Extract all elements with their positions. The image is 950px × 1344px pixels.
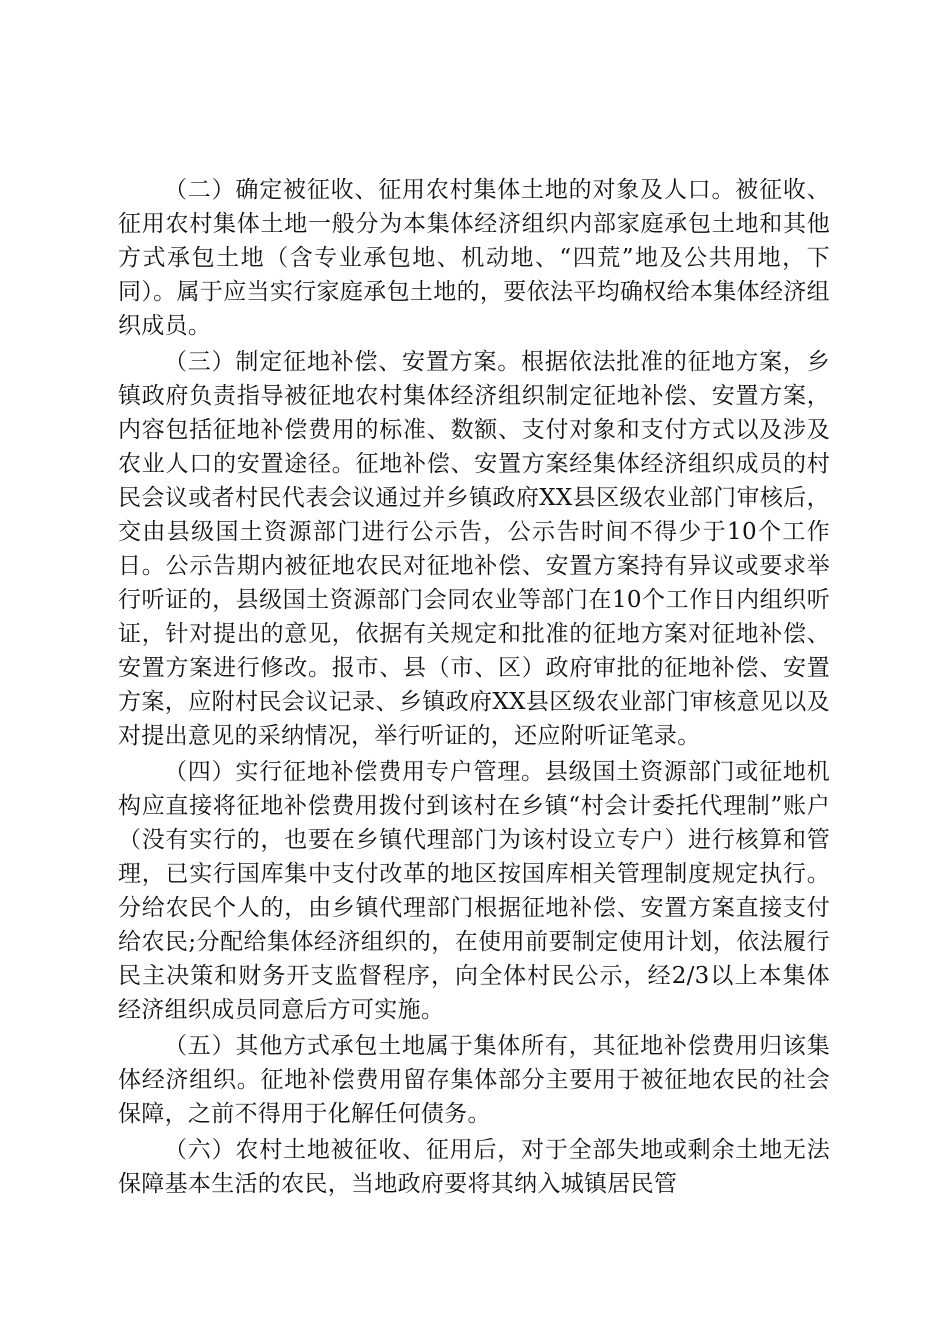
paragraph-3: （三）制定征地补偿、安置方案。根据依法批准的征地方案，乡镇政府负责指导被征地农村集体经济组织制定征地补偿、安置方案，内容包括征地补偿费用的标准、数额、支付对象和支付方式以及涉及农业人口的安置途径。征地补偿、安置方案经集体经济组织成员的村民会议或者村民代表会议通过并乡镇政府XX县区级农业部门审核后，交由县级国土资源部门进行公示告，公示告时间不得少于10个工作日。公示告期内被征地农民对征地补偿、安置方案持有异议或要求举行听证的，县级国土资源部门会同农业等部门在10个工作日内组织听证，针对提出的意见，依据有关规定和批准的征地方案对征地补偿、安置方案进行修改。报市、县（市、区）政府审批的征地补偿、安置方案，应附村民会议记录、乡镇政府XX县区级农业部门审核意见以及对提出意见的采纳情况，举行听证的，还应附听证笔录。 bbox=[118, 349, 830, 749]
paragraph-2: （二）确定被征收、征用农村集体土地的对象及人口。被征收、征用农村集体土地一般分为本集体经济组织内部家庭承包土地和其他方式承包土地（含专业承包地、机动地、“四荒”地及公共用地，下同）。属于应当实行家庭承包土地的，要依法平均确权给本集体经济组织成员。 bbox=[118, 177, 830, 339]
paragraph-4: （四）实行征地补偿费用专户管理。县级国土资源部门或征地机构应直接将征地补偿费用拨付到该村在乡镇“村会计委托代理制”账户（没有实行的，也要在乡镇代理部门为该村设立专户）进行核算和管理，已实行国库集中支付改革的地区按国库相关管理制度规定执行。分给农民个人的，由乡镇代理部门根据征地补偿、安置方案直接支付给农民;分配给集体经济组织的，在使用前要制定使用计划，依法履行民主决策和财务开支监督程序，向全体村民公示，经2/3以上本集体经济组织成员同意后方可实施。 bbox=[118, 759, 830, 1023]
paragraph-5: （五）其他方式承包土地属于集体所有，其征地补偿费用归该集体经济组织。征地补偿费用留存集体部分主要用于被征地农民的社会保障，之前不得用于化解任何债务。 bbox=[118, 1033, 830, 1127]
document-body bbox=[118, 173, 830, 1203]
paragraph-6: （六）农村土地被征收、征用后，对于全部失地或剩余土地无法保障基本生活的农民，当地政府要将其纳入城镇居民管 bbox=[118, 1137, 830, 1197]
